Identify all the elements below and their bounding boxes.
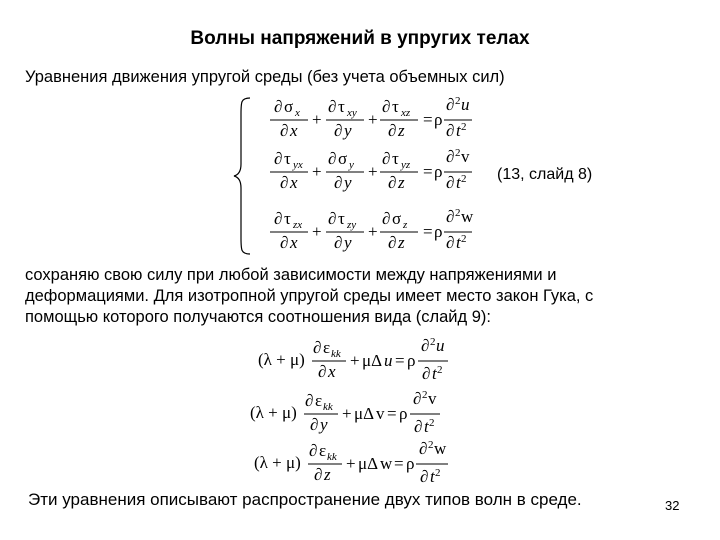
svg-text:z: z bbox=[403, 219, 408, 231]
svg-text:2: 2 bbox=[455, 207, 461, 219]
svg-text:2: 2 bbox=[429, 417, 435, 429]
svg-text:2: 2 bbox=[428, 439, 434, 451]
svg-text:∂: ∂ bbox=[382, 209, 391, 228]
svg-text:+: + bbox=[342, 404, 352, 423]
svg-text:2: 2 bbox=[461, 173, 467, 185]
svg-text:∂: ∂ bbox=[328, 97, 337, 116]
svg-text:τ: τ bbox=[338, 97, 345, 116]
wave-equation-3 bbox=[254, 440, 454, 493]
svg-text:y: y bbox=[320, 415, 328, 434]
svg-text:∂: ∂ bbox=[328, 209, 337, 228]
svg-text:t: t bbox=[456, 173, 461, 192]
svg-text:+: + bbox=[368, 162, 378, 181]
svg-text:zy: zy bbox=[347, 219, 357, 231]
svg-text:ε: ε bbox=[323, 338, 331, 357]
svg-text:∂: ∂ bbox=[280, 173, 289, 192]
svg-text:∂: ∂ bbox=[274, 209, 283, 228]
svg-text:=: = bbox=[394, 454, 404, 473]
svg-text:u: u bbox=[436, 336, 445, 355]
svg-text:v: v bbox=[428, 389, 437, 408]
svg-text:∂: ∂ bbox=[382, 97, 391, 116]
svg-text:ε: ε bbox=[315, 391, 323, 410]
svg-text:∂: ∂ bbox=[388, 173, 397, 192]
svg-text:(λ + μ): (λ + μ) bbox=[258, 350, 305, 369]
svg-text:∂: ∂ bbox=[305, 391, 314, 410]
svg-text:∂: ∂ bbox=[388, 233, 397, 252]
svg-text:w: w bbox=[380, 454, 393, 473]
svg-text:∂: ∂ bbox=[446, 233, 455, 252]
svg-text:ρ: ρ bbox=[406, 454, 415, 473]
svg-text:u: u bbox=[384, 351, 393, 370]
body-paragraph: сохраняю свою силу при любой зависимости между напряжениями и деформациями. Для изотропной упругой среды имеет место закон Гука, с помощью которого получаются соотношения вида (слайд 9): bbox=[25, 266, 594, 326]
svg-text:2: 2 bbox=[430, 336, 436, 348]
svg-text:τ: τ bbox=[284, 209, 291, 228]
svg-text:τ: τ bbox=[392, 97, 399, 116]
wave-equation-1 bbox=[258, 337, 458, 390]
svg-text:zx: zx bbox=[293, 219, 303, 231]
svg-text:∂: ∂ bbox=[446, 95, 455, 114]
svg-text:∂: ∂ bbox=[280, 233, 289, 252]
motion-equation-3 bbox=[268, 208, 473, 257]
svg-text:+: + bbox=[368, 222, 378, 241]
svg-text:t: t bbox=[432, 364, 437, 383]
svg-text:∂: ∂ bbox=[318, 362, 327, 381]
svg-text:kk: kk bbox=[327, 451, 337, 463]
svg-text:∂: ∂ bbox=[274, 149, 283, 168]
svg-text:v: v bbox=[461, 147, 470, 166]
svg-text:∂: ∂ bbox=[382, 149, 391, 168]
svg-text:=: = bbox=[423, 222, 433, 241]
svg-text:x: x bbox=[328, 362, 336, 381]
svg-text:∂: ∂ bbox=[421, 336, 430, 355]
svg-text:σ: σ bbox=[392, 209, 402, 228]
svg-text:2: 2 bbox=[435, 467, 441, 479]
intro-text: Уравнения движения упругой среды (без учета объемных сил) bbox=[25, 68, 505, 86]
svg-text:+: + bbox=[368, 110, 378, 129]
svg-text:ρ: ρ bbox=[399, 404, 408, 423]
svg-text:+: + bbox=[346, 454, 356, 473]
svg-text:kk: kk bbox=[331, 348, 341, 360]
svg-text:∂: ∂ bbox=[309, 441, 318, 460]
svg-text:σ: σ bbox=[284, 97, 294, 116]
svg-text:∂: ∂ bbox=[414, 417, 423, 436]
page-number: 32 bbox=[665, 498, 680, 513]
svg-text:∂: ∂ bbox=[328, 149, 337, 168]
svg-text:∂: ∂ bbox=[274, 97, 283, 116]
svg-text:kk: kk bbox=[323, 401, 333, 413]
svg-text:z: z bbox=[398, 121, 405, 140]
svg-text:∂: ∂ bbox=[446, 147, 455, 166]
svg-text:2: 2 bbox=[455, 147, 461, 159]
svg-text:x: x bbox=[295, 107, 300, 119]
svg-text:∂: ∂ bbox=[334, 233, 343, 252]
svg-text:∂: ∂ bbox=[314, 465, 323, 484]
svg-text:ρ: ρ bbox=[434, 222, 443, 241]
slide-reference: (13, слайд 8) bbox=[497, 166, 593, 183]
svg-text:∂: ∂ bbox=[310, 415, 319, 434]
svg-text:yx: yx bbox=[293, 159, 303, 171]
svg-text:t: t bbox=[430, 467, 435, 486]
svg-text:yz: yz bbox=[401, 159, 411, 171]
svg-text:2: 2 bbox=[455, 95, 461, 107]
svg-text:+: + bbox=[350, 351, 360, 370]
svg-text:σ: σ bbox=[338, 149, 348, 168]
svg-text:τ: τ bbox=[392, 149, 399, 168]
svg-text:v: v bbox=[376, 404, 385, 423]
svg-text:x: x bbox=[290, 121, 298, 140]
svg-text:+: + bbox=[312, 222, 322, 241]
svg-text:2: 2 bbox=[437, 364, 443, 376]
svg-text:+: + bbox=[312, 110, 322, 129]
svg-text:∂: ∂ bbox=[280, 121, 289, 140]
svg-text:μΔ: μΔ bbox=[354, 404, 375, 423]
svg-text:=: = bbox=[387, 404, 397, 423]
svg-text:τ: τ bbox=[338, 209, 345, 228]
svg-text:∂: ∂ bbox=[446, 207, 455, 226]
svg-text:∂: ∂ bbox=[413, 389, 422, 408]
svg-text:z: z bbox=[398, 233, 405, 252]
svg-text:ρ: ρ bbox=[407, 351, 416, 370]
svg-text:ρ: ρ bbox=[434, 162, 443, 181]
motion-equation-2 bbox=[268, 148, 473, 197]
svg-text:=: = bbox=[423, 110, 433, 129]
svg-text:z: z bbox=[398, 173, 405, 192]
svg-text:(λ + μ): (λ + μ) bbox=[250, 403, 297, 422]
svg-text:∂: ∂ bbox=[334, 173, 343, 192]
svg-text:=: = bbox=[423, 162, 433, 181]
svg-text:t: t bbox=[456, 121, 461, 140]
svg-text:w: w bbox=[434, 439, 447, 458]
footer-text: Эти уравнения описывают распространение двух типов волн в среде. bbox=[28, 490, 582, 509]
svg-text:z: z bbox=[324, 465, 331, 484]
svg-text:xz: xz bbox=[401, 107, 411, 119]
svg-text:t: t bbox=[424, 417, 429, 436]
svg-text:∂: ∂ bbox=[334, 121, 343, 140]
svg-text:=: = bbox=[395, 351, 405, 370]
svg-text:∂: ∂ bbox=[420, 467, 429, 486]
svg-text:(λ + μ): (λ + μ) bbox=[254, 453, 301, 472]
svg-text:2: 2 bbox=[461, 121, 467, 133]
svg-text:ρ: ρ bbox=[434, 110, 443, 129]
svg-text:ε: ε bbox=[319, 441, 327, 460]
svg-text:∂: ∂ bbox=[446, 173, 455, 192]
svg-text:∂: ∂ bbox=[446, 121, 455, 140]
svg-text:x: x bbox=[290, 233, 298, 252]
motion-equation-1 bbox=[268, 96, 473, 145]
svg-text:w: w bbox=[461, 207, 474, 226]
svg-text:τ: τ bbox=[284, 149, 291, 168]
svg-text:t: t bbox=[456, 233, 461, 252]
svg-text:y: y bbox=[344, 233, 352, 252]
svg-text:x: x bbox=[290, 173, 298, 192]
svg-text:u: u bbox=[461, 95, 470, 114]
svg-text:y: y bbox=[344, 173, 352, 192]
svg-text:μΔ: μΔ bbox=[362, 351, 383, 370]
svg-text:μΔ: μΔ bbox=[358, 454, 379, 473]
svg-text:+: + bbox=[312, 162, 322, 181]
svg-text:2: 2 bbox=[422, 389, 428, 401]
svg-text:y: y bbox=[349, 159, 354, 171]
svg-text:∂: ∂ bbox=[422, 364, 431, 383]
svg-text:∂: ∂ bbox=[419, 439, 428, 458]
system-brace bbox=[232, 96, 252, 256]
slide-title: Волны напряжений в упругих телах bbox=[190, 28, 530, 49]
svg-text:∂: ∂ bbox=[313, 338, 322, 357]
svg-text:xy: xy bbox=[347, 107, 357, 119]
svg-text:∂: ∂ bbox=[388, 121, 397, 140]
svg-text:y: y bbox=[344, 121, 352, 140]
wave-equation-2 bbox=[250, 390, 450, 443]
svg-text:2: 2 bbox=[461, 233, 467, 245]
